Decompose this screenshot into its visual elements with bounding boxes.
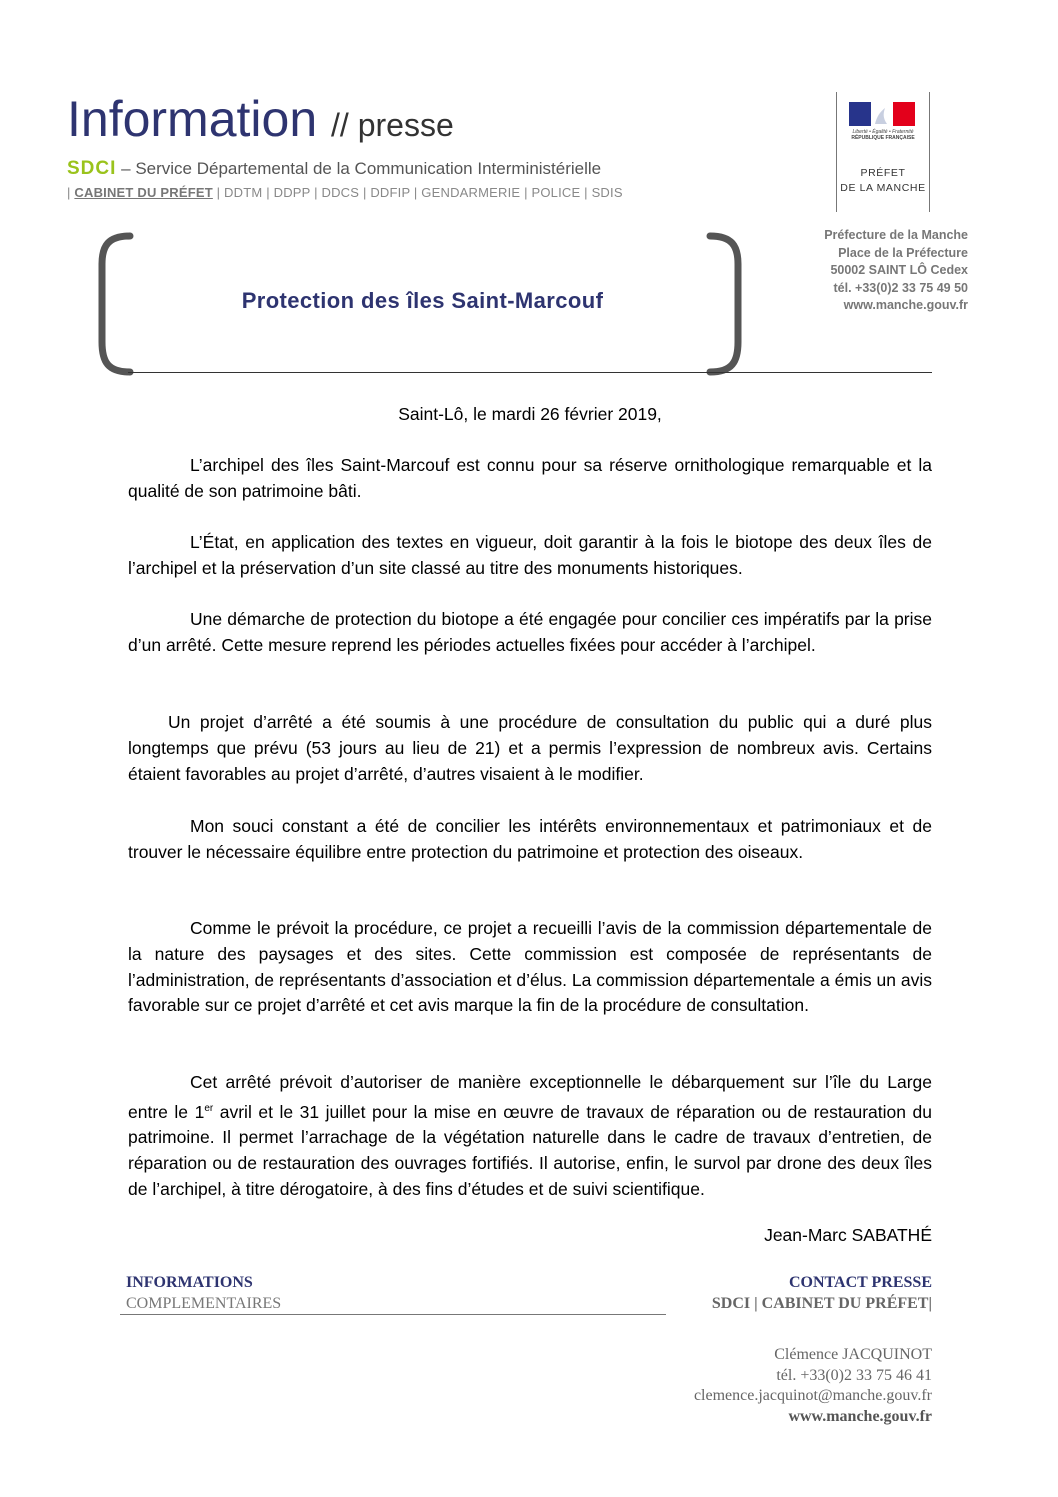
motto-line1: Liberté • Égalité • Fraternité xyxy=(852,129,914,135)
paragraph-4-text: Un projet d’arrêté a été soumis à une procédure de consultation du public qui a duré plus longtemps que prévu (53 jours au lieu de 21) et a permis l’expression de nombreux avis. Certains étaient favorables au projet d’arrêté, d’autres visaient à le modifier. xyxy=(128,712,932,784)
title-divider xyxy=(128,372,932,373)
brand-title xyxy=(67,91,454,147)
services-rest: | DDTM | DDPP | DDCS | DDFIP | GENDARMERIE | POLICE | SDIS xyxy=(212,185,623,200)
flag-red xyxy=(893,102,915,126)
marianne-icon xyxy=(871,102,893,126)
address-line2: Place de la Préfecture xyxy=(838,245,968,260)
services-list xyxy=(67,185,623,200)
footer-contact-org: SDCI | CABINET DU PRÉFET| xyxy=(711,1295,932,1312)
address-line4: tél. +33(0)2 33 75 49 50 xyxy=(833,280,968,295)
footer-info-label: INFORMATIONS xyxy=(126,1274,253,1291)
date-line: Saint-Lô, le mardi 26 février 2019, xyxy=(398,404,662,424)
motto-line2: RÉPUBLIQUE FRANÇAISE xyxy=(851,135,915,142)
paragraph-5 xyxy=(128,814,932,866)
sdci-line xyxy=(67,158,601,180)
footer-contact-label: CONTACT PRESSE xyxy=(789,1274,932,1291)
prefet-logo xyxy=(836,92,930,212)
document-title: Protection des îles Saint-Marcouf xyxy=(241,288,604,313)
prefecture-address xyxy=(824,227,968,315)
flag-white xyxy=(871,102,893,126)
paragraph-6-text: Comme le prévoit la procédure, ce projet a recueilli l’avis de la commission départementale de la nature des paysages et des sites. Cette commission est composée de représentants de l’administration, de représentants d’association et d’élus. La commission départementale a émis un avis favorable sur ce projet d’arrêté et cet avis marque la fin de la procédure de consultation. xyxy=(128,918,932,1016)
contact-website[interactable]: www.manche.gouv.fr xyxy=(788,1407,932,1425)
paragraph-1-text: L’archipel des îles Saint-Marcouf est connu pour sa réserve ornithologique remarquable et la qualité de son patrimoine bâti. xyxy=(128,455,932,501)
paragraph-7-part1: Cet arrêté prévoit d’autoriser de manière exceptionnelle le débarquement sur l’île du Large entre le 1 xyxy=(128,1072,932,1122)
brand-suffix: // presse xyxy=(331,107,454,143)
paragraph-7-part2: avril et le 31 juillet pour la mise en œuvre de travaux de réparation ou de restauration du patrimoine. Il permet l’arrachage de la végétation naturelle dans le cadre de travaux d’entretien, de réparation ou de restauration des ouvrages fortifiés. Il autorise, enfin, le survol par drone des deux îles de l’archipel, à titre dérogatoire, à des fins d’études et de suivi scientifique. xyxy=(128,1101,932,1200)
address-line3: 50002 SAINT LÔ Cedex xyxy=(830,263,968,277)
footer-compl-label: COMPLEMENTAIRES xyxy=(126,1295,282,1312)
contact-email[interactable]: clemence.jacquinot@manche.gouv.fr xyxy=(693,1387,932,1404)
sdci-full: Service Départemental de la Communication Interministérielle xyxy=(135,159,602,178)
contact-phone: tél. +33(0)2 33 75 46 41 xyxy=(776,1366,932,1384)
signature: Jean-Marc SABATHÉ xyxy=(764,1225,932,1245)
paragraph-2 xyxy=(128,530,932,582)
paragraph-3 xyxy=(128,607,932,659)
prefet-line2: DE LA MANCHE xyxy=(840,182,926,195)
republique-motto xyxy=(843,129,923,142)
prefet-line1: PRÉFET xyxy=(860,167,906,179)
flag-blue xyxy=(849,102,871,126)
flag-icon xyxy=(849,102,915,126)
brand-title-text: Information xyxy=(67,91,318,147)
paragraph-1 xyxy=(128,453,932,505)
contact-name: Clémence JACQUINOT xyxy=(774,1346,932,1363)
paragraph-7 xyxy=(128,1070,932,1203)
sdci-dash: – xyxy=(116,159,136,178)
footer-divider xyxy=(120,1314,666,1315)
address-line1: Préfecture de la Manche xyxy=(824,228,968,242)
paragraph-2-text: L’État, en application des textes en vigueur, doit garantir à la fois le biotope des deux îles de l’archipel et la préservation d’un site classé au titre des monuments historiques. xyxy=(128,532,932,578)
paragraph-3-text: Une démarche de protection du biotope a été engagée pour concilier ces impératifs par la prise d’un arrêté. Cette mesure reprend les périodes actuelles fixées pour accéder à l’archipel. xyxy=(128,609,932,655)
services-prefix: | xyxy=(67,185,75,200)
paragraph-6 xyxy=(128,916,932,1019)
services-cabinet: CABINET DU PRÉFET xyxy=(74,185,213,200)
paragraph-7-text xyxy=(128,1070,932,1203)
address-line5: www.manche.gouv.fr xyxy=(843,298,968,312)
paragraph-7-sup: er xyxy=(204,1102,214,1114)
sdci-abbrev: SDCI xyxy=(67,158,117,179)
paragraph-5-text: Mon souci constant a été de concilier les intérêts environnementaux et patrimoniaux et de trouver le nécessaire équilibre entre protection du patrimoine et protection des oiseaux. xyxy=(128,816,932,862)
prefet-label xyxy=(837,166,929,196)
paragraph-4 xyxy=(128,710,932,787)
contact-details xyxy=(694,1345,932,1427)
